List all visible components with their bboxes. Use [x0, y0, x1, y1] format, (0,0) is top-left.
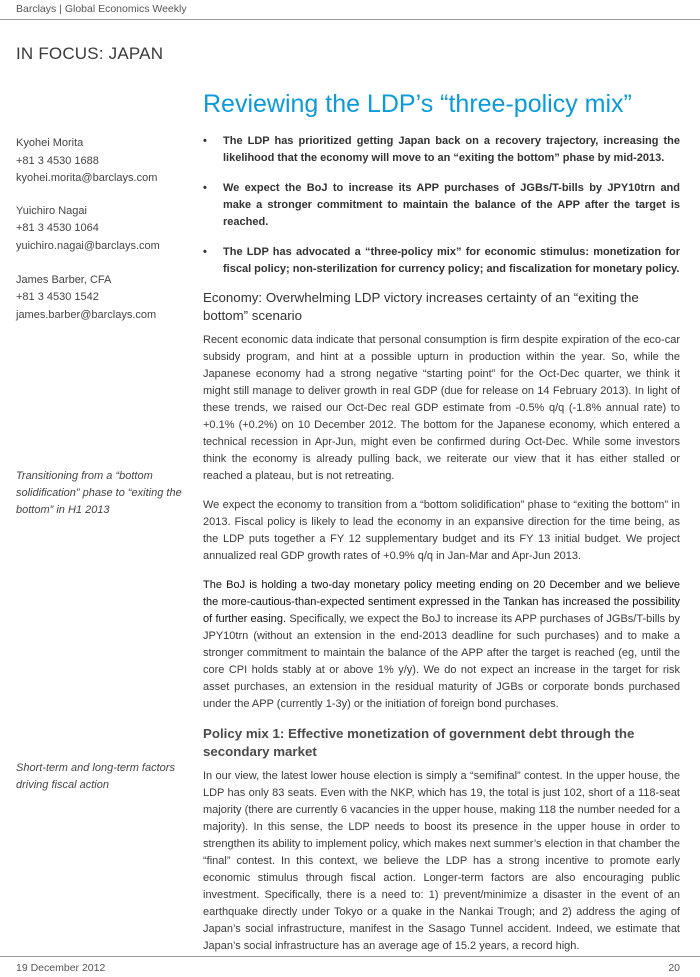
section-heading: Economy: Overwhelming LDP victory increases certainty of an “exiting the bottom” scenario — [203, 290, 639, 323]
author-name: James Barber, CFA — [16, 273, 112, 286]
paragraph-continuation: Specifically, we expect the BoJ to increase its APP purchases of JGBs/T-bills by JPY10trn (without an extension in the end-2013 deadline for such purchases) and to make a stronger commitment to maintain the balance of the APP after the target is reached (eg, until the core CPI holds stably at or above 1% y/y). We do not expect an increase in the target for risk asset purchases, an extension in the residual maturity of JGBs or corporate bonds purchased under the APP (currently 1-3y) or the initiation of foreign bond purchases. — [203, 613, 680, 710]
key-points-list — [203, 133, 680, 278]
section-label: IN FOCUS: JAPAN — [16, 44, 164, 63]
author-name: Kyohei Morita — [16, 137, 84, 149]
author-block — [16, 203, 186, 256]
author-email[interactable]: yuichiro.nagai@barclays.com — [16, 239, 160, 252]
margin-note: Short-term and long-term factors driving fiscal action — [16, 762, 175, 791]
author-email[interactable]: kyohei.morita@barclays.com — [16, 172, 158, 185]
body-paragraph: Recent economic data indicate that personal consumption is firm despite expiration of the eco-car subsidy program, and hint at a possible upturn in production within the year. So, while the Japanese economy had a strong negative “starting point” for the Oct-Dec quarter, we think it might still manage to deliver growth in real GDP (due for release on 14 February 2013). In light of these trends, we raised our Oct-Dec real GDP estimate from -0.5% q/q (-1.8% annual rate) to +0.1% (+0.2%) on 10 December 2012. The bottom for the Japanese economy, which entered a technical recession in Apr-Jun, might even be confirmed during Oct-Dec. While some investors think the economy is already pulling back, we reiterate our view that it has either stalled or reached a plateau, but is not retreating. — [203, 334, 680, 482]
author-name: Yuichiro Nagai — [16, 204, 87, 217]
running-header: Barclays | Global Economics Weekly — [16, 3, 187, 15]
lead-sentence: The BoJ is holding a two-day monetary policy meeting ending on 20 December and we believe the more-cautious-than-expected sentiment expressed in the Tankan has increased the possibility of further easing. — [203, 579, 680, 625]
section-heading: Policy mix 1: Effective monetization of government debt through the secondary market — [203, 726, 635, 759]
footer-date: 19 December 2012 — [16, 962, 106, 974]
author-list — [16, 135, 186, 339]
margin-note: Transitioning from a “bottom solidification” phase to “exiting the bottom” in H1 2013 — [16, 470, 182, 516]
author-block — [16, 272, 186, 325]
key-point: • We expect the BoJ to increase its APP purchases of JGBs/T-bills by JPY10trn and make a stronger commitment to maintain the balance of the APP after the target is reached. — [203, 180, 680, 231]
body-paragraph: In our view, the latest lower house election is simply a “semifinal” contest. In the upper house, the LDP has only 83 seats. Even with the NKP, which has 19, the total is just 102, short of a 118-seat majority (there are currently 6 vacancies in the upper house, making 118 the number needed for a majority). In this sense, the LDP needs to boost its presence in the upper house in order to strengthen its ability to implement policy, which makes next summer’s election in that chamber the “final” contest. In this context, we believe the LDP has a strong incentive to promote early economic stimulus through fiscal action. Longer-term factors are also encouraging public investment. Specifically, there is a need to: 1) prevent/minimize a disaster in the event of an earthquake directly under Tokyo or a quake in the Nankai Trough; and 2) address the aging of Japan’s social infrastructure, manifest in the Sasago Tunnel accident. Indeed, we estimate that Japan’s social infrastructure has an average age of 15.2 years, a record high. — [203, 770, 680, 952]
author-phone: +81 3 4530 1064 — [16, 222, 99, 235]
body-paragraph — [203, 577, 680, 713]
author-phone: +81 3 4530 1542 — [16, 291, 99, 304]
key-point: • The LDP has advocated a “three-policy mix” for economic stimulus: monetization for fiscal policy; non-sterilization for currency policy; and fiscalization for monetary policy. — [203, 244, 680, 278]
author-phone: +81 3 4530 1688 — [16, 154, 99, 167]
author-block — [16, 135, 186, 188]
footer-divider — [0, 956, 700, 957]
article-title: Reviewing the LDP’s “three-policy mix” — [203, 90, 632, 118]
key-point: • The LDP has prioritized getting Japan back on a recovery trajectory, increasing the likelihood that the economy will move to an “exiting the bottom” phase by mid-2013. — [203, 133, 680, 167]
article-body — [203, 133, 680, 967]
page-number: 20 — [668, 962, 680, 974]
body-paragraph: We expect the economy to transition from a “bottom solidification” phase to “exiting the bottom” in 2013. Fiscal policy is likely to lead the economy in an expansive direction for the time being, as the LDP puts together a FY 12 supplementary budget and its FY 13 initial budget. We project annualized real GDP growth rates of +0.9% q/q in Jan-Mar and Apr-Jun 2013. — [203, 499, 680, 562]
header-divider — [0, 19, 700, 20]
author-email[interactable]: james.barber@barclays.com — [16, 308, 157, 321]
